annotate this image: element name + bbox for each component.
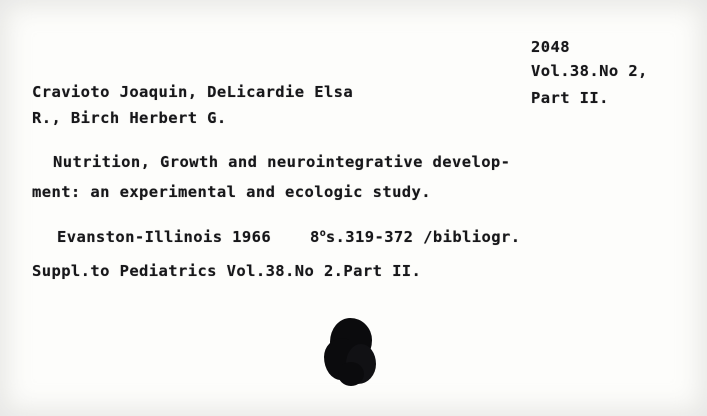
series-note: Suppl.to Pediatrics Vol.38.No 2.Part II.	[32, 262, 422, 280]
reference-number: 2048	[531, 38, 570, 56]
ink-blot-icon	[324, 318, 380, 386]
title-line-1: Nutrition, Growth and neurointegrative develop-	[53, 153, 511, 171]
imprint-line	[57, 224, 520, 247]
imprint-spacer	[271, 228, 310, 246]
author-line-2: R., Birch Herbert G.	[32, 109, 227, 127]
ink-blot-shape-4	[338, 362, 364, 386]
imprint-format-prefix: 8	[310, 228, 320, 247]
imprint-place-year: Evanston-Illinois 1966	[57, 228, 272, 247]
ink-blot-shape-1	[330, 318, 372, 364]
ink-blot-shape-2	[324, 338, 358, 380]
author-line-1: Cravioto Joaquin, DeLicardie Elsa	[32, 83, 354, 101]
title-line-2: ment: an experimental and ecologic study.	[32, 183, 432, 201]
imprint-format-rest: s.319-372 /bibliogr.	[325, 228, 521, 247]
part-line: Part II.	[531, 89, 609, 107]
volume-line: Vol.38.No 2,	[531, 62, 648, 80]
ink-blot-shape-3	[346, 344, 376, 384]
imprint-format-superscript: o	[319, 228, 326, 239]
